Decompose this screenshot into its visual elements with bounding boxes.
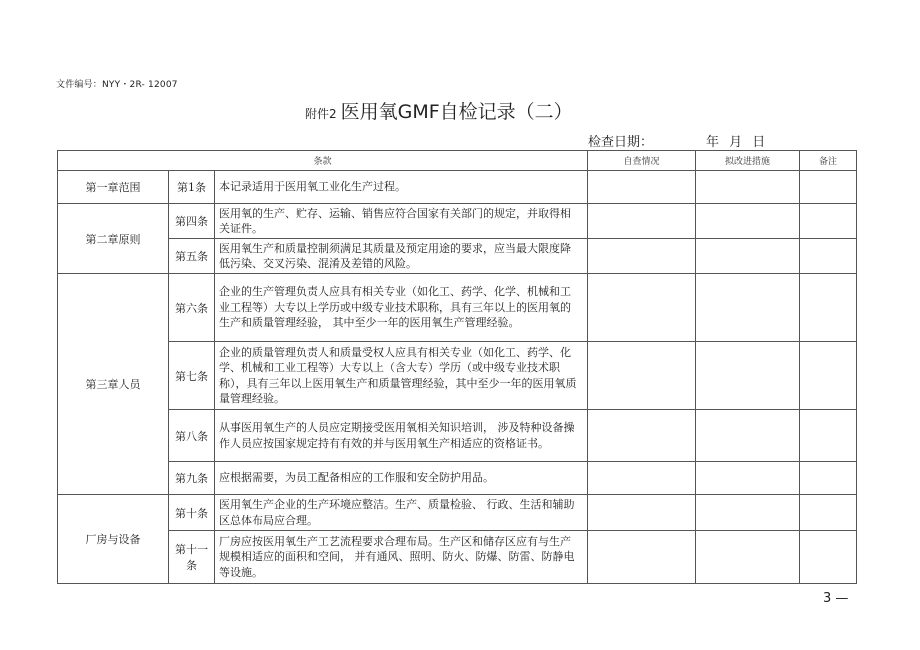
file-number: 文件编号：NYY・2R- 12007 <box>56 80 178 90</box>
self-check-cell[interactable] <box>588 495 696 531</box>
content-cell: 医用氧生产企业的生产环境应整洁。生产、质量检验、 行政、生活和辅助区总体布局应合理。 <box>215 495 588 531</box>
remarks-cell[interactable] <box>800 462 857 495</box>
content-cell: 厂房应按医用氧生产工艺流程要求合理布局。生产区和储存区应有与生产规模相适应的面积和空间， 并有通风、照明、防火、防爆、防雷、防静电等设施。 <box>215 531 588 584</box>
article-cell: 第四条 <box>169 204 215 239</box>
content-cell: 应根据需要，为员工配备相应的工作服和安全防护用品。 <box>215 462 588 495</box>
article-cell: 第八条 <box>169 410 215 462</box>
self-check-cell[interactable] <box>588 204 696 239</box>
column-header-remarks: 备注 <box>800 151 857 171</box>
self-check-cell[interactable] <box>588 462 696 495</box>
remarks-cell[interactable] <box>800 342 857 410</box>
chapter-cell: 第一章范围 <box>58 171 169 204</box>
table-row <box>58 462 857 495</box>
column-header-self-check: 自查情况 <box>588 151 696 171</box>
page-number: 3 — <box>823 591 849 606</box>
self-check-cell[interactable] <box>588 239 696 274</box>
content-cell: 企业的质量管理负责人和质量受权人应具有相关专业（如化工、药学、化学、机械和工业工程等）大专以上（含大专）学历（或中级专业技术职称），具有三年以上医用氧生产和质量管理经验，其中至少一年的医用氧质量管理经验。 <box>215 342 588 410</box>
content-cell: 从事医用氧生产的人员应定期接受医用氧相关知识培训， 涉及特种设备操作人员应按国家规定持有有效的并与医用氧生产相适应的资格证书。 <box>215 410 588 462</box>
article-cell: 第九条 <box>169 462 215 495</box>
inspection-date-label: 检查日期： <box>588 135 654 150</box>
table-row <box>58 171 857 204</box>
self-check-cell[interactable] <box>588 342 696 410</box>
improvement-cell[interactable] <box>696 410 800 462</box>
article-cell: 第六条 <box>169 274 215 342</box>
improvement-cell[interactable] <box>696 204 800 239</box>
content-cell: 企业的生产管理负责人应具有相关专业（如化工、药学、化学、机械和工业工程等）大专以上学历或中级专业技术职称，具有三年以上的医用氧的生产和质量管理经验， 其中至少一年的医用氧生产管理经验。 <box>215 274 588 342</box>
table-row <box>58 342 857 410</box>
table-row <box>58 410 857 462</box>
remarks-cell[interactable] <box>800 171 857 204</box>
self-check-cell[interactable] <box>588 171 696 204</box>
remarks-cell[interactable] <box>800 239 857 274</box>
chapter-cell: 第三章人员 <box>58 274 169 495</box>
improvement-cell[interactable] <box>696 274 800 342</box>
title-prefix: 附件2 <box>305 107 337 121</box>
improvement-cell[interactable] <box>696 239 800 274</box>
table-header-row <box>58 151 857 171</box>
article-cell: 第1条 <box>169 171 215 204</box>
self-check-cell[interactable] <box>588 274 696 342</box>
remarks-cell[interactable] <box>800 274 857 342</box>
improvement-cell[interactable] <box>696 342 800 410</box>
improvement-cell[interactable] <box>696 495 800 531</box>
remarks-cell[interactable] <box>800 531 857 584</box>
chapter-cell: 第二章原则 <box>58 204 169 274</box>
chapter-cell: 厂房与设备 <box>58 495 169 584</box>
remarks-cell[interactable] <box>800 410 857 462</box>
remarks-cell[interactable] <box>800 495 857 531</box>
improvement-cell[interactable] <box>696 531 800 584</box>
title-main: 医用氧GMF自检记录（二） <box>340 101 573 123</box>
document-title <box>305 97 573 124</box>
remarks-cell[interactable] <box>800 204 857 239</box>
table-row <box>58 495 857 531</box>
article-cell: 第十条 <box>169 495 215 531</box>
self-check-cell[interactable] <box>588 410 696 462</box>
content-cell: 医用氧生产和质量控制须满足其质量及预定用途的要求，应当最大限度降低污染、交叉污染、混淆及差错的风险。 <box>215 239 588 274</box>
article-cell: 第十一条 <box>169 531 215 584</box>
table-row <box>58 274 857 342</box>
article-cell: 第五条 <box>169 239 215 274</box>
inspection-date-fields: 年 月 日 <box>706 135 766 150</box>
self-check-cell[interactable] <box>588 531 696 584</box>
table-row <box>58 531 857 584</box>
article-cell: 第七条 <box>169 342 215 410</box>
table-row <box>58 239 857 274</box>
checklist-table <box>57 150 857 584</box>
table-row <box>58 204 857 239</box>
improvement-cell[interactable] <box>696 171 800 204</box>
content-cell: 医用氧的生产、贮存、运输、销售应符合国家有关部门的规定，并取得相关证件。 <box>215 204 588 239</box>
content-cell: 本记录适用于医用氧工业化生产过程。 <box>215 171 588 204</box>
column-header-clause: 条款 <box>58 151 588 171</box>
column-header-improvement: 拟改进措施 <box>696 151 800 171</box>
improvement-cell[interactable] <box>696 462 800 495</box>
